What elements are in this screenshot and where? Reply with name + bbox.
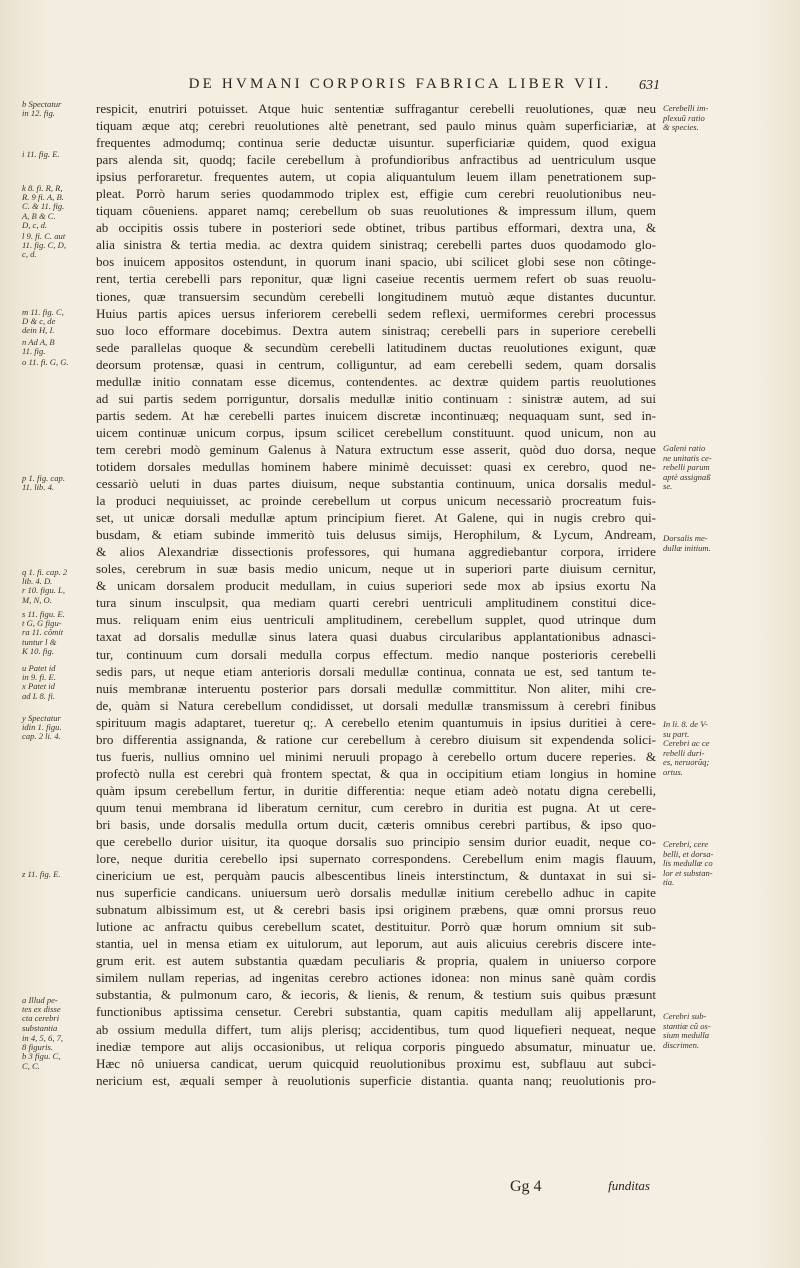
margin-note-line: discrimen. [663,1039,700,1050]
text-line: quum tenui membrana id liberatum cernitur, cum cerebro in duritia est pugna. At ut cere- [96,799,656,815]
text-line: similem nullam reperias, ad ingenitas cerebro actiones idonea: non minus sanè quàm cordis [96,970,656,986]
text-line: pars alenda sit, quodq; facile cerebellum à profundioribus anfractibus ad uentriculum usque [96,152,656,168]
text-line: ipsius perforaretur. frequentes autem, ut copia aliquantulum leuem illam penetrationem sup- [96,169,656,185]
signature-line [510,1178,650,1196]
margin-note-line: i 11. fig. E. [22,149,60,159]
text-line: bos inuicem appositos ostendunt, in quorum inani spacio, ubi scilicet globi sese non côtinge- [96,254,656,270]
text-line: tura sinum insculpsit, qua mediam quarti cerebri uentriculi amplitudinem constitui dice- [96,595,656,611]
margin-note-line: D & c, de [22,316,56,327]
running-title: DE HVMANI CORPORIS FABRICA LIBER VII. [188,76,612,92]
margin-note-line: tes ex disse [22,1004,61,1015]
text-line: lore, neque duritia cerebello ipsi supernato correspondens. Cerebellum enim magis flauum, [96,851,656,867]
margin-note [22,714,94,742]
text-line: ab occipitis ossis tubere in posteriori sede obtinet, tribus partibus efformari, dextra una, & [96,220,656,236]
margin-note-line: A, B & C. [22,210,56,221]
margin-note-line: x Patet id [22,681,55,692]
margin-note-line: aptè assignaß [663,471,711,482]
text-line: Huius partis apices uersus inferiorem cerebelli sedem reflexi, uermiformes cerebri processus [96,305,656,321]
text-line: sede parallelas quoque & secundùm cerebelli latitudinem ductas reuolutiones exigunt, quæ [96,339,656,355]
margin-note [663,104,749,133]
margin-note [22,568,94,605]
margin-note [22,338,94,356]
signature-mark: Gg 4 [510,1178,542,1195]
margin-note-line: stantiæ cũ os- [663,1020,711,1031]
margin-note-line: 8 figuris. [22,1042,54,1053]
margin-note-line: idin 1. figu. [22,722,62,733]
margin-note [22,100,94,118]
margin-note-line: ra 11. cômit [22,627,64,638]
margin-note [22,996,94,1033]
margin-note-line: In li. 8. de V- [663,719,708,729]
margin-note-line: n Ad A, B [22,337,55,347]
margin-note-line: belli, et dorsa- [663,848,714,859]
text-line: functionibus aptissima censetur. Cerebri substantia, quam capitis medullam alij appellarunt, [96,1004,656,1020]
margin-note-line: C, C. [22,1060,40,1071]
text-line: profectò nulla est cerebri quà frontem spectat, & qua in occipitium etiam longius in homine [96,765,656,781]
margin-note-line: su part. [663,728,690,739]
margin-note-line: lib. 4. D. [22,576,53,587]
text-line: bri basis, unde dorsalis medulla ortum ducit, cæteris omnibus cerebri partibus, & ipso quo- [96,816,656,832]
margin-note [663,720,749,777]
margin-note [22,870,94,879]
margin-note-line: 11. fig. C, D, [22,240,67,251]
margin-note [663,1012,749,1050]
margin-note-line: rebelli parum [663,462,710,472]
text-line: alia sinistra & tertia media. ac dextra quidem sinistraq; cerebelli partes duos quodamodo glo- [96,237,656,253]
text-line: soles, cerebrum in suæ basis medio unicum, neque ut in superiori parte diuisum cernitur, [96,561,656,577]
margin-note-line: b Spectatur [22,99,62,109]
text-line: stantia, uel in mensa etiam ex uitulorum, aut leporum, aut auis alicuius cerebris discere inte- [96,936,656,952]
margin-note-line: M, N, O. [22,594,52,605]
margin-note-line: tia. [663,877,675,887]
margin-note-line: cap. 2 li. 4. [22,731,61,742]
margin-note-line: ad L 8. fi. [22,690,56,701]
margin-note-line: lis medullæ co [663,858,713,868]
text-line: deorsum protensæ, quasi in centrum, colliguntur, ad eam cerebelli sedem, quam dorsalis [96,356,656,372]
margin-note-line: C. & 11. fig. [22,201,65,212]
main-text-block [96,100,656,1089]
margin-note [663,444,749,492]
text-line: ad sui partis sedem porriguntur, dorsalis medullæ initio continuam : sinistræ autem, ad sui [96,390,656,406]
text-line: cinericium ue est, perquàm paucis albescentibus lineis interstinctum, & duntaxat in sui si- [96,868,656,884]
margin-note-line: in 4, 5, 6, 7, [22,1033,64,1043]
margin-note-line: u Patet id [22,663,56,673]
margin-note-line: plexuû ratio [663,112,705,123]
text-line: cessariò ueluti in duas partes diuisum, neque substantia continuum, unica dorsalis medul- [96,476,656,492]
margin-note-line: s 11. figu. E. [22,609,65,619]
margin-note [663,840,749,888]
text-line: respicit, enutriri potuisset. Atque huic sententiæ suffragantur cerebelli reuolutiones, quæ neu [96,101,656,116]
margin-note-line: c, d. [22,249,37,260]
text-line: nus superficie candicans. uniuersum uerò dorsalis medullæ initium cerebello adhuc in capite [96,885,656,901]
text-line: partis sedem. At hæ cerebelli partes inuicem discretæ incontinuæq; nequaquam sunt, sed in- [96,407,656,423]
folio-number: 631 [639,78,660,93]
margin-note-line: D, c, d. [22,219,48,230]
text-line: que cerebello durior uisitur, ita quoque dorsalis suo principio sensim durior euadit, neque co- [96,834,656,850]
margin-note-line: r 10. figu. L, [22,585,65,596]
margin-note-line: y Spectatur [22,713,61,723]
margin-note-line: o 11. fi. G, G. [22,357,69,367]
margin-note-line: Cerebri, cere [663,839,709,849]
text-line: busdam, & etiam subinde immeritò tuis delusus simijs, Herophilum, & Lycum, Andream, [96,527,656,543]
text-line: tus fueris, nullius omnino uel minimi neruuli propago à cerebello ortum ducere reperies. & [96,748,656,764]
margin-note-line: Dorsalis me- [663,533,708,543]
margin-note-line: substantia [22,1022,58,1033]
text-line: nericium est, æquali semper à reuolutionis superficie distantia. quanta nanq; reuolutionis pro- [96,1072,656,1088]
text-line: medullæ initio connatam esse dicemus, contendentes. ac dextræ quidem partis reuolutiones [96,373,656,389]
margin-note [22,610,94,656]
text-line: tiones, quæ transuersim secundùm cerebelli longitudinem mutuò æque distantes ducuntur. [96,288,656,304]
text-line: sedis pars, ut neque etiam anterioris dorsali medullæ continua, connata ue est, sed tantum te- [96,663,656,679]
margin-note-line: ortus. [663,766,683,777]
text-line: la produci nequiuisset, ac proinde cerebellum ut corpus unicum necessariò procreatum fuis- [96,493,656,509]
margin-note-line: m 11. fig. C, [22,307,64,317]
margin-note-line: l 9. fi. C. aut [22,231,66,241]
margin-note-line: se. [663,481,673,491]
text-line: bro differentia assignanda, & ratione cur cerebellum à cerebro diuisum sit expendenda solici- [96,731,656,747]
margin-note [22,150,94,159]
text-line: tiquam côueniens. apparet namq; cerebellum ob suas reuolutiones & impressum illum, quem [96,203,656,219]
text-line: & alios Alexandriæ dissectionis professores, qui humana aggrediebantur corpora, irridere [96,544,656,560]
text-line: grum erit. est autem substantia quædam peculiaris & propria, qualem in uniuerso corpore [96,953,656,969]
margin-note-line: cta cerebri [22,1013,60,1024]
margin-note-line: dein H, I. [22,325,55,336]
catchword: funditas [608,1178,650,1193]
margin-note-line: rebelli duri- [663,747,705,758]
margin-note-line: sium medulla [663,1030,710,1040]
margin-note-line: b 3 figu. C, [22,1051,61,1062]
margin-note-line: lor et substan- [663,867,713,878]
text-line: nuis membranæ interuentu posterior pars dorsali medullæ committitur. Non aliter, mihi cre- [96,680,656,696]
margin-note-line: Cerebelli im- [663,103,709,113]
margin-note-line: dullæ initium. [663,542,711,553]
text-line: mus. reliquam enim eius uentriculi amplitudinem, cerebellum supplet, quod utrinque dum [96,612,656,628]
text-line: uicem continuæ unicum corpus, ipsum scilicet cerebellum constituunt. quod unicum, non au [96,424,656,440]
margin-note [22,474,94,492]
margin-note-line: 11. lib. 4. [22,482,55,493]
text-line: set, ut unicæ dorsali medullæ aptum principium fieret. At Galene, qui in nugis crebro qui- [96,510,656,526]
text-line: rent, tertia cerebelli pars reponitur, quæ ligni caseiue recentis uermem refert ob suas reuolu- [96,271,656,287]
margin-note-line: K 10. fig. [22,645,54,656]
text-line: lutione ac anfractu quibus cerebellum scatet, destituitur. Porrò quæ horum omnium sit sub- [96,919,656,935]
margin-note-line: ne unitatis ce- [663,452,712,463]
text-line: tiquam æque atq; cerebri reuolutiones altè penetrant, sed paulo minus quàm superficiariæ, at [96,118,656,134]
text-line: tur, continuum cum dorsali medulla corpus effectum. medio nanque posterioris cerebelli [96,646,656,662]
margin-note-line: tuntur l & [22,636,57,647]
margin-note-line: a Illud pe- [22,995,58,1005]
margin-note-line: 11. fig. [22,346,46,357]
margin-note [22,184,94,230]
margin-note-line: z 11. fig. E. [22,869,61,879]
margin-note [22,664,94,701]
text-line: pleat. Porrò harum series quodammodo triplex est, effigie cum cerebri reuolutionibus neu- [96,186,656,202]
page-header [140,76,660,98]
margin-note [22,358,94,367]
text-line: tem cerebri modò geminum Galenus à Natura extructum esse asserit, quòd duo dorsa, neque [96,441,656,457]
margin-note-line: q 1. fi. cap. 2 [22,567,68,577]
margin-note-line: & species. [663,122,699,132]
margin-note-line: k 8. fi. R, R, [22,183,63,193]
margin-note-line: p 1. fig. cap. [22,473,65,483]
text-line: quàm ipsum cerebellum fertur, in duritie differentia: neque etiam adeò notatu digna cerebelli, [96,782,656,798]
margin-note [22,308,94,336]
text-line: suo loco efformare docebimus. Dextra autem sinistraq; cerebelli pars in superiore cerebelli [96,322,656,338]
margin-note [22,1034,94,1071]
text-line: & unicam dorsalem producit medullam, in cuius superiori sede mox ab ipsius exortu Na [96,578,656,594]
margin-note-line: Cerebri sub- [663,1011,707,1021]
text-line: inediæ tempore aut alijs occasionibus, ut reliqua corporis pinguedo absumatur, minuatur ue. [96,1038,656,1054]
margin-note-line: R. 9 fi. A, B. [22,192,64,203]
margin-note-line: in 9. fi. E. [22,672,56,683]
margin-note [22,232,94,260]
margin-note-line: Cerebri ac ce [663,738,710,748]
text-line: totidem dorsales medullas hominem habere minimè decuisset: quasi ex cerebro, quod ne- [96,458,656,474]
text-line: frequentes admodumq; continua serie deductæ uisuntur. superficiariæ quidem, quod exigua [96,135,656,151]
margin-note-line: in 12. fig. [22,108,55,119]
text-line: spirituum magis adaptaret, tueretur q;. A cerebello etenim quantumuis in ipsius duritiei à cere- [96,714,656,730]
margin-note-line: Galeni ratio [663,443,706,453]
text-line: de, quàm si Natura cerebellum condidisset, ut dorsali medullæ transmissum à cerebri finibus [96,697,656,713]
text-line: Hæc nô uniuersa candicat, uerum quicquid reuolutionibus proximu est, subflauu aut subci- [96,1055,656,1071]
text-line: subnatum albissimum est, ut & cerebri basis ipsi originem præbens, quæ omni prorsus reuo [96,902,656,918]
margin-note-line: es, neruorũq; [663,757,710,767]
margin-note [663,534,749,553]
text-line: substantia, & pulmonum caro, & iecoris, & lienis, & renum, & testium suis quibus præsunt [96,987,656,1003]
text-line: taxat ad dorsalis medullæ sinus latera quasi duabus circularibus applantationibus adnasci- [96,629,656,645]
text-line: ab ossium medulla differt, tum alijs plerisq; accidentibus, tum quod liquefieri nequeat, neque [96,1021,656,1037]
margin-note-line: t G, G figu- [22,618,62,629]
